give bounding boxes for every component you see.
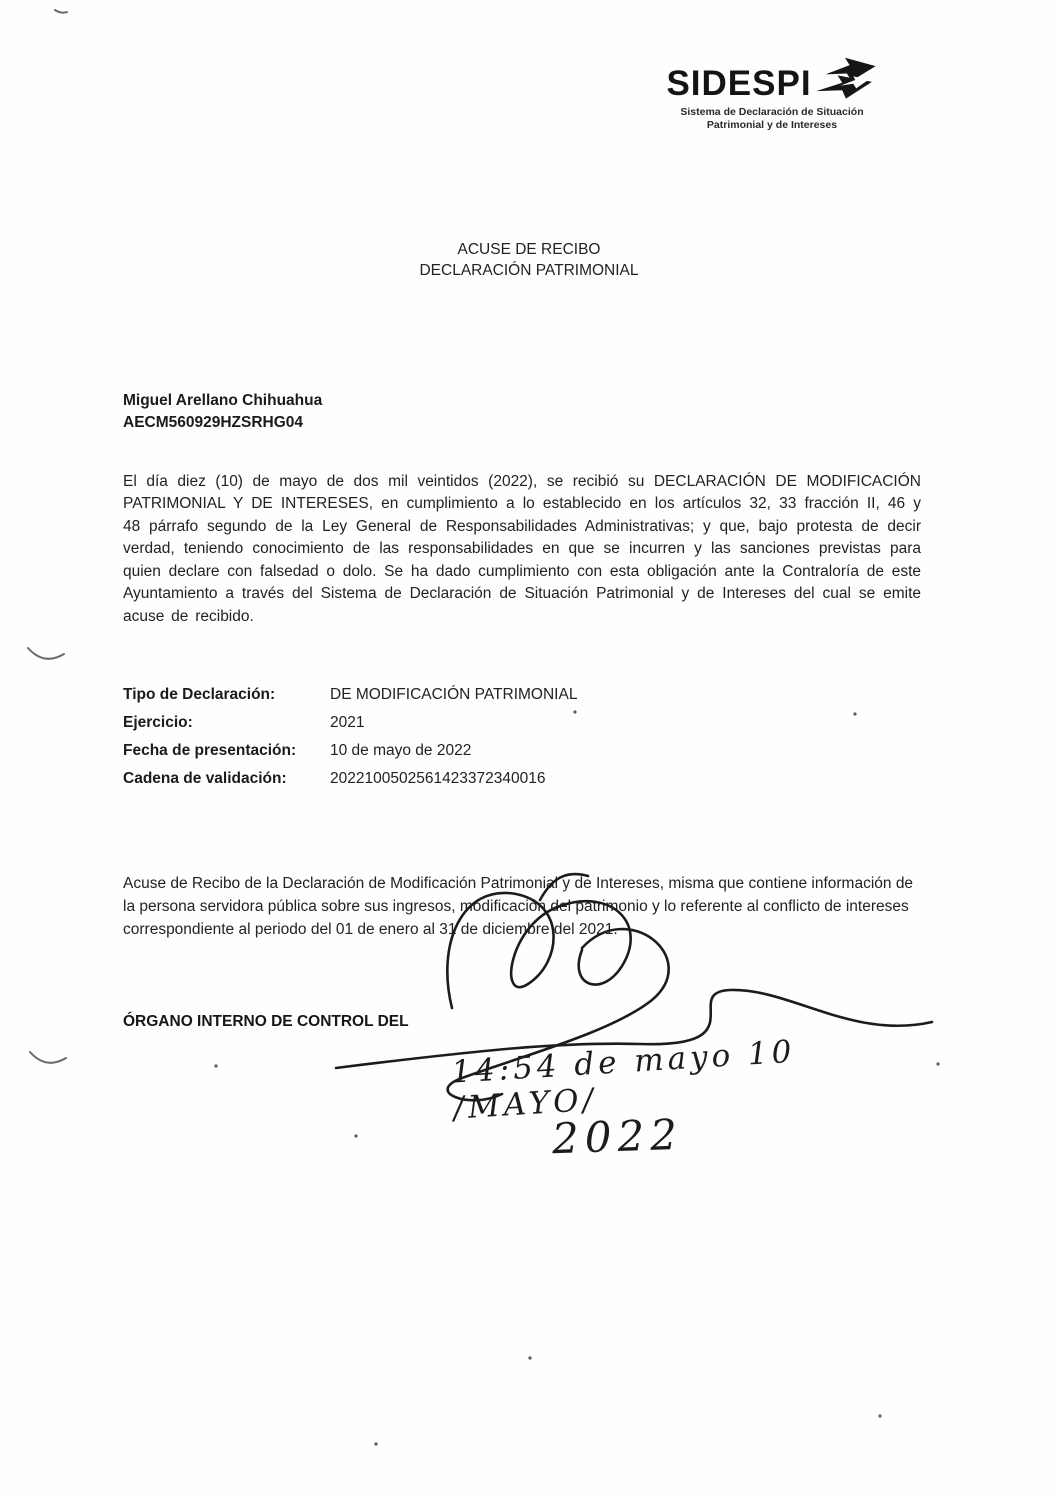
field-label: Fecha de presentación:	[123, 742, 297, 759]
scan-artifact	[528, 1356, 531, 1359]
document-title	[0, 239, 1058, 281]
scan-artifact	[374, 1442, 377, 1445]
handwritten-date-time: 14:54 de mayo 10 /MAYO/	[450, 1033, 797, 1127]
recipient-block	[123, 390, 322, 434]
title-line2: DECLARACIÓN PATRIMONIAL	[419, 262, 639, 279]
logo-subtitle-line1: Sistema de Declaración de Situación	[680, 106, 864, 118]
recipient-name: Miguel Arellano Chihuahua	[123, 392, 323, 409]
scan-artifact	[878, 1414, 881, 1417]
logo-subtitle-line2: Patrimonial y de Intereses	[706, 119, 838, 131]
field-row-ejercicio	[123, 713, 823, 732]
declaration-fields	[123, 685, 823, 797]
field-label: Cadena de validación:	[123, 770, 287, 787]
field-value: 2022100502561423372340016	[330, 770, 546, 787]
field-row-fecha	[123, 741, 823, 760]
field-label: Ejercicio:	[123, 714, 193, 731]
handwritten-year: 2022	[551, 1109, 684, 1164]
double-arrow-right-icon	[812, 54, 878, 106]
sidespi-logo	[652, 62, 892, 132]
scan-artifact	[354, 1134, 357, 1137]
footer-paragraph: Acuse de Recibo de la Declaración de Modificación Patrimonial y de Intereses, misma que contiene información de la persona servidora pública sobre sus ingresos, modificación del patrimonio y lo referente al conflicto de intereses correspondiente al periodo del 01 de enero al 31 de diciembre del 2021.	[123, 874, 914, 938]
field-row-cadena	[123, 769, 823, 788]
scan-artifact	[55, 10, 67, 13]
scan-artifact	[214, 1064, 217, 1067]
field-label: Tipo de Declaración:	[123, 686, 276, 703]
field-value: 10 de mayo de 2022	[330, 742, 472, 759]
scan-artifact	[28, 648, 64, 659]
scan-artifact	[853, 712, 856, 715]
field-value: DE MODIFICACIÓN PATRIMONIAL	[330, 686, 578, 703]
body-paragraph: El día diez (10) de mayo de dos mil veintidos (2022), se recibió su DECLARACIÓN DE MODIFICACIÓN PATRIMONIAL Y DE INTERESES, en cumplimiento a lo establecido en los artículos 32, 33 fracción II, 46 y 48 párrafo segundo de la Ley General de Responsabilidades Administrativas; y que, bajo protesta de decir verdad, teniendo conocimiento de las responsabilidades en que se incurren y las sanciones previstas para quien declare con falsedad o dolo. Se ha dado cumplimiento con esta obligación ante la Contraloría de este Ayuntamiento a través del Sistema de Declaración de Situación Patrimonial y de Intereses del cual se emite acuse de recibido.	[123, 472, 921, 625]
org-control-label: ÓRGANO INTERNO DE CONTROL DEL	[123, 1013, 409, 1030]
scan-artifact	[936, 1062, 939, 1065]
field-row-tipo	[123, 685, 823, 704]
title-line1: ACUSE DE RECIBO	[457, 241, 601, 258]
logo-title: SIDESPI	[666, 64, 812, 103]
field-value: 2021	[330, 714, 365, 731]
scan-artifact	[30, 1052, 66, 1063]
recipient-id: AECM560929HZSRHG04	[123, 414, 304, 431]
